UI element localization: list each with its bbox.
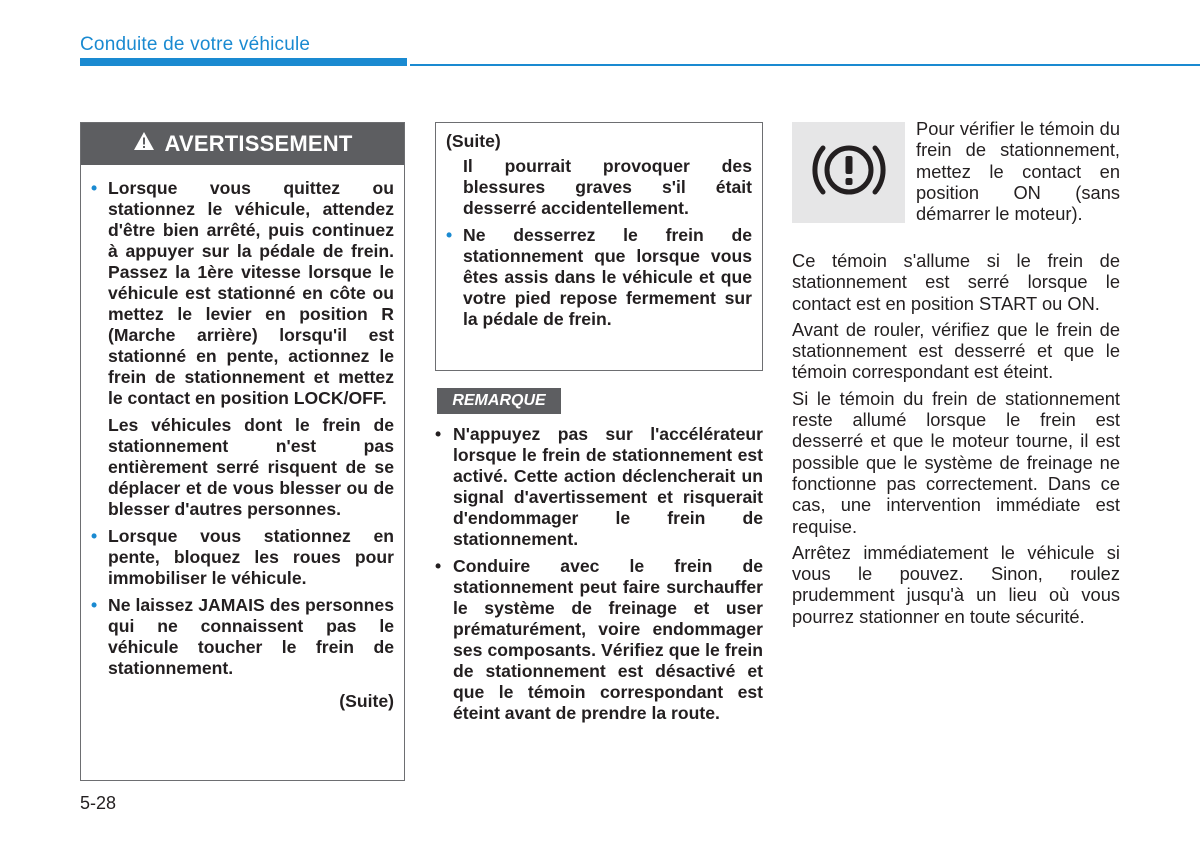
- header-rule-thin: [410, 64, 1200, 66]
- warning-box: [80, 122, 405, 781]
- list-item: • Ne desserrez le frein de stationnement que lorsque vous êtes assis dans le véhicule et que votre pied repose fermement sur la pédale de frein.: [446, 225, 752, 329]
- parking-brake-indicator: [792, 122, 905, 223]
- bullet-icon: •: [435, 424, 442, 444]
- indicator-description: Pour vérifier le témoin du frein de stationnement, mettez le contact en position ON (sans démarrer le moteur).: [916, 118, 1120, 225]
- list-item: • N'appuyez pas sur l'accélérateur lorsque le frein de stationnement est activé. Cette action déclencherait un signal d'avertissement et risquerait d'endommager le frein de stationnement.: [435, 424, 763, 549]
- list-item: • Lorsque vous stationnez en pente, bloquez les roues pour immobiliser le véhicule.: [91, 526, 394, 588]
- continuation-list: [446, 225, 752, 330]
- note-label: REMARQUE: [437, 388, 561, 414]
- parking-brake-warning-icon: [809, 132, 889, 213]
- bullet-icon: •: [91, 526, 98, 546]
- section-title: Conduite de votre véhicule: [80, 34, 311, 55]
- continuation-heading: (Suite): [446, 131, 501, 151]
- bullet-icon: •: [91, 595, 98, 615]
- body-paragraph: Ce témoin s'allume si le frein de stationnement est serré lorsque le contact est en position START ou ON.: [792, 250, 1120, 314]
- body-paragraph: Si le témoin du frein de stationnement reste allumé lorsque le frein est desserré et que le moteur tourne, il est possible que le système de freinage ne fonctionne pas correctement. Dans ce cas, une intervention immédiate est requise.: [792, 387, 1120, 537]
- bullet-icon: •: [435, 556, 442, 576]
- continued-label: (Suite): [339, 691, 394, 711]
- list-item: • Conduire avec le frein de stationnement peut faire surchauffer le système de freinage et user prématurément, voire endommager ses composants. Vérifiez que le frein de stationnement est désactivé et que le témoin correspondant est éteint avant de prendre la route.: [435, 556, 763, 723]
- continuation-paragraph: Il pourrait provoquer des blessures graves s'il était desserré accidentellement.: [463, 156, 752, 218]
- warning-list-2: [91, 526, 394, 679]
- warning-list: [91, 178, 394, 409]
- page-number: 5-28: [80, 793, 117, 813]
- body-text: [792, 250, 1120, 632]
- list-item: • Lorsque vous quittez ou stationnez le véhicule, attendez d'être bien arrêté, puis continuez à appuyer sur la pédale de frein. Passez la 1ère vitesse lorsque le véhicule est stationné en côte ou mettez le levier en position R (Marche arrière) lorsqu'il est stationné en pente, actionnez le frein de stationnement et mettez le contact en position LOCK/OFF.: [91, 178, 394, 408]
- warning-body: [81, 123, 404, 712]
- warning-paragraph: Les véhicules dont le frein de stationnement n'est pas entièrement serré risquent de se déplacer et de vous blesser ou de blesser d'autres personnes.: [108, 415, 394, 519]
- warning-title: AVERTISSEMENT: [164, 131, 353, 156]
- body-paragraph: Arrêtez immédiatement le véhicule si vous le pouvez. Sinon, roulez prudemment jusqu'à un lieu où vous pourrez stationner en toute sécurité.: [792, 541, 1120, 627]
- header-rule-thick: [80, 58, 407, 66]
- note-list: [435, 424, 763, 730]
- continuation-box: [435, 122, 763, 371]
- bullet-icon: •: [446, 225, 453, 245]
- bullet-icon: •: [91, 178, 98, 198]
- list-item: • Ne laissez JAMAIS des personnes qui ne connaissent pas le véhicule toucher le frein de stationnement.: [91, 595, 394, 678]
- body-paragraph: Avant de rouler, vérifiez que le frein de stationnement est desserré et que le témoin correspondant est éteint.: [792, 318, 1120, 383]
